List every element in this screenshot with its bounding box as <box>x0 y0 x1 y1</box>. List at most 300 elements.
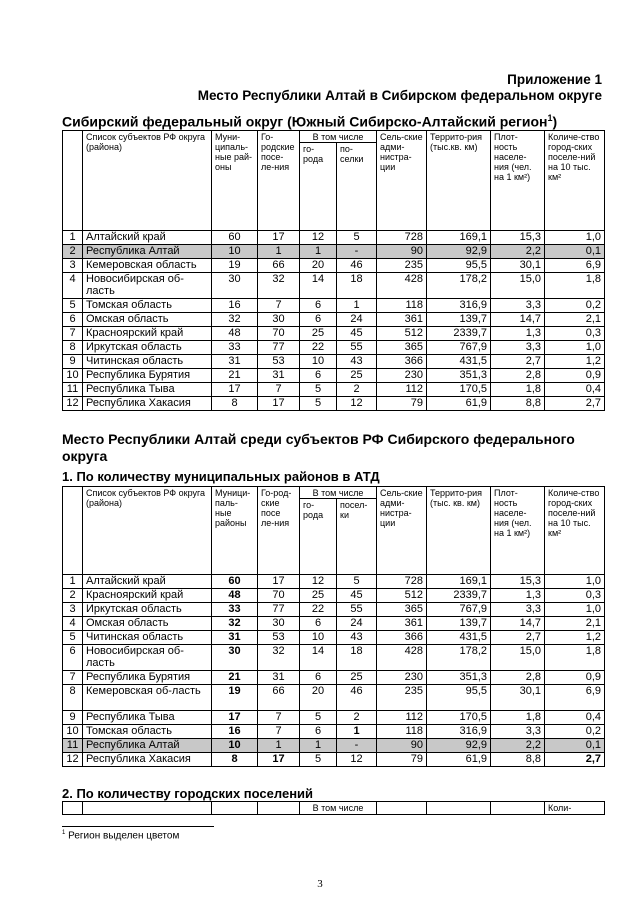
cell-value: 361 <box>377 617 427 631</box>
cell-value: 767,9 <box>427 603 491 617</box>
table-row <box>63 259 605 273</box>
cell-value: 2,1 <box>545 617 605 631</box>
table-row <box>63 617 605 631</box>
table-row <box>63 369 605 383</box>
col-num <box>63 131 83 231</box>
table-row <box>63 355 605 369</box>
cell-value: 18 <box>337 273 377 299</box>
cell-value: 31 <box>212 631 258 645</box>
appendix-heading <box>198 72 602 104</box>
row-number: 2 <box>63 589 83 603</box>
cell-value: 31 <box>258 671 300 685</box>
cell-value: 0,3 <box>545 589 605 603</box>
cell-value: 118 <box>377 725 427 739</box>
table-row <box>63 685 605 711</box>
cell-value: 2,1 <box>545 313 605 327</box>
cell-value: 10 <box>212 739 258 753</box>
cell-value: 2 <box>337 383 377 397</box>
col-area: Террито-рия (тыс. кв. км) <box>427 487 491 575</box>
cell-value: 25 <box>337 369 377 383</box>
cell-value: 2339,7 <box>427 589 491 603</box>
cell-value: 428 <box>377 645 427 671</box>
cell-value: 30 <box>258 313 300 327</box>
row-number: 5 <box>63 631 83 645</box>
cell-value: 14,7 <box>491 617 545 631</box>
cell-value: 12 <box>300 575 337 589</box>
cell-value: 1,2 <box>545 631 605 645</box>
cell-value: 25 <box>300 327 337 341</box>
cell-value: 1,2 <box>545 355 605 369</box>
row-number: 6 <box>63 313 83 327</box>
row-number: 7 <box>63 327 83 341</box>
cell-value: 7 <box>258 299 300 313</box>
cell-value: 24 <box>337 617 377 631</box>
col-density: Плот-ность населе-ния (чел. на 1 км²) <box>491 487 545 575</box>
cell-value: 178,2 <box>427 645 491 671</box>
cell-value: 316,9 <box>427 725 491 739</box>
cell-value: 8 <box>212 397 258 411</box>
row-number: 8 <box>63 341 83 355</box>
subject-name: Читинская область <box>83 631 212 645</box>
cell-value: 316,9 <box>427 299 491 313</box>
cell-value: 0,4 <box>545 383 605 397</box>
row-number: 12 <box>63 397 83 411</box>
cell-value: 66 <box>258 259 300 273</box>
col-including: В том числе <box>300 487 377 499</box>
cell-value: 0,1 <box>545 245 605 259</box>
cell-value: 351,3 <box>427 369 491 383</box>
subject-name: Республика Хакасия <box>83 397 212 411</box>
cell-value: 6 <box>300 369 337 383</box>
cell-value: 24 <box>337 313 377 327</box>
table-row <box>63 273 605 299</box>
cell-value: 30,1 <box>491 685 545 711</box>
cell-value: 169,1 <box>427 575 491 589</box>
cell-value: 33 <box>212 603 258 617</box>
cell-value: 1,3 <box>491 327 545 341</box>
cell-value: 45 <box>337 589 377 603</box>
subject-name: Томская область <box>83 299 212 313</box>
subject-name: Красноярский край <box>83 589 212 603</box>
cell-value: 53 <box>258 631 300 645</box>
cell-value: 25 <box>337 671 377 685</box>
cell-value: 10 <box>300 631 337 645</box>
cell-value: 1,0 <box>545 231 605 245</box>
cell-value: 8,8 <box>491 753 545 767</box>
cell-value: 43 <box>337 631 377 645</box>
cell-value: 0,1 <box>545 739 605 753</box>
cell-value: 3,3 <box>491 603 545 617</box>
col-cities: го-рода <box>300 143 337 231</box>
table-row <box>63 575 605 589</box>
cell-value: 1 <box>337 725 377 739</box>
cell-value: 33 <box>212 341 258 355</box>
cell-value: 0,4 <box>545 711 605 725</box>
cell-value: 46 <box>337 685 377 711</box>
cell-value: 12 <box>300 231 337 245</box>
table-row <box>63 397 605 411</box>
subject-name: Алтайский край <box>83 231 212 245</box>
row-number: 10 <box>63 725 83 739</box>
cell-value: 7 <box>258 725 300 739</box>
col-urban-count: Количе-ство город-ских поселе-ний на 10 тыс. км² <box>545 487 605 575</box>
cell-value: 17 <box>212 711 258 725</box>
cell-value: 10 <box>300 355 337 369</box>
cell-value: 3,3 <box>491 725 545 739</box>
cell-value: 15,0 <box>491 645 545 671</box>
col-rural: Сель-ские адми-нистра-ции <box>377 131 427 231</box>
col-including: В том числе <box>300 802 377 815</box>
cell-value: 6 <box>300 725 337 739</box>
row-number: 1 <box>63 575 83 589</box>
col-urban: Го-родские посе-ле-ния <box>258 131 300 231</box>
cell-value: 79 <box>377 397 427 411</box>
cell-value: 2 <box>337 711 377 725</box>
footnote: $^1$ Регион выделен цветом <box>62 830 180 842</box>
cell-value: 32 <box>258 273 300 299</box>
ranking-table <box>62 486 605 767</box>
cell-value: 22 <box>300 341 337 355</box>
cell-value: 16 <box>212 725 258 739</box>
cell-value: 22 <box>300 603 337 617</box>
table-row <box>63 725 605 739</box>
cell-value: 361 <box>377 313 427 327</box>
col-towns: по-селки <box>337 143 377 231</box>
cell-value: 61,9 <box>427 753 491 767</box>
cell-value: 2,8 <box>491 369 545 383</box>
col-municipal: Муници-паль-ные районы <box>212 487 258 575</box>
cell-value: 8 <box>212 753 258 767</box>
cell-value: 728 <box>377 231 427 245</box>
cell-value: 0,2 <box>545 725 605 739</box>
cell-value: 48 <box>212 589 258 603</box>
section2a-title: 1. По количеству муниципальных районов в АТД <box>62 469 380 484</box>
district-table <box>62 130 605 411</box>
cell-value: 30 <box>212 273 258 299</box>
row-number: 2 <box>63 245 83 259</box>
subject-name: Кемеровская область <box>83 259 212 273</box>
cell-value: 12 <box>337 753 377 767</box>
cell-value: 30 <box>258 617 300 631</box>
cell-value: 14 <box>300 645 337 671</box>
page-number: 3 <box>317 878 323 890</box>
cell-value: 366 <box>377 355 427 369</box>
cell-value: 0,9 <box>545 671 605 685</box>
cell-value: 235 <box>377 685 427 711</box>
urban-settlements-table-header <box>62 801 605 815</box>
col-municipal: Муни-ципаль-ные рай-оны <box>212 131 258 231</box>
row-number: 11 <box>63 383 83 397</box>
row-number: 4 <box>63 617 83 631</box>
appendix-title: Место Республики Алтай в Сибирском федеральном округе <box>197 88 602 103</box>
cell-value: 8,8 <box>491 397 545 411</box>
subject-name: Республика Бурятия <box>83 369 212 383</box>
cell-value: 139,7 <box>427 313 491 327</box>
subject-name: Алтайский край <box>83 575 212 589</box>
cell-value: 6 <box>300 313 337 327</box>
cell-value: 6 <box>300 617 337 631</box>
cell-value: 70 <box>258 327 300 341</box>
cell-value: 365 <box>377 341 427 355</box>
cell-value: 178,2 <box>427 273 491 299</box>
cell-value: 32 <box>258 645 300 671</box>
cell-value: 66 <box>258 685 300 711</box>
cell-value: 169,1 <box>427 231 491 245</box>
subject-name: Томская область <box>83 725 212 739</box>
cell-value: 2,7 <box>545 397 605 411</box>
cell-value: 32 <box>212 313 258 327</box>
cell-value: 18 <box>337 645 377 671</box>
cell-value: 365 <box>377 603 427 617</box>
subject-name: Республика Тыва <box>83 383 212 397</box>
cell-value: 19 <box>212 259 258 273</box>
subject-name: Омская область <box>83 617 212 631</box>
table-row <box>63 231 605 245</box>
cell-value: 30,1 <box>491 259 545 273</box>
cell-value: 70 <box>258 589 300 603</box>
cell-value: 17 <box>258 397 300 411</box>
cell-value: 2,7 <box>545 753 605 767</box>
cell-value: 512 <box>377 589 427 603</box>
cell-value: 5 <box>337 231 377 245</box>
cell-value: 16 <box>212 299 258 313</box>
col-num <box>63 487 83 575</box>
cell-value: 21 <box>212 671 258 685</box>
cell-value: 53 <box>258 355 300 369</box>
row-number: 1 <box>63 231 83 245</box>
cell-value: 431,5 <box>427 631 491 645</box>
subject-name: Иркутская область <box>83 603 212 617</box>
table-row <box>63 245 605 259</box>
cell-value: 230 <box>377 671 427 685</box>
table-row <box>63 589 605 603</box>
col-urban-count: Количе-ство город-ских поселе-ний на 10 тыс. км² <box>545 131 605 231</box>
cell-value: 90 <box>377 739 427 753</box>
cell-value: 112 <box>377 383 427 397</box>
row-number: 9 <box>63 711 83 725</box>
cell-value: 5 <box>300 397 337 411</box>
table-row <box>63 671 605 685</box>
cell-value: 1,8 <box>545 273 605 299</box>
cell-value: 1 <box>258 245 300 259</box>
cell-value: 170,5 <box>427 711 491 725</box>
row-number: 3 <box>63 259 83 273</box>
cell-value: 60 <box>212 575 258 589</box>
col-including: В том числе <box>300 131 377 143</box>
table-row <box>63 603 605 617</box>
cell-value: 0,2 <box>545 299 605 313</box>
cell-value: 6 <box>300 671 337 685</box>
cell-value: 2,2 <box>491 245 545 259</box>
cell-value: 7 <box>258 383 300 397</box>
subject-name: Читинская область <box>83 355 212 369</box>
cell-value: 2,7 <box>491 631 545 645</box>
cell-value: 767,9 <box>427 341 491 355</box>
cell-value: 14 <box>300 273 337 299</box>
cell-value: 20 <box>300 259 337 273</box>
cell-value: 90 <box>377 245 427 259</box>
cell-value: 1 <box>258 739 300 753</box>
section1-title: Сибирский федеральный округ (Южный Сибирско-Алтайский регион$^1$) <box>62 113 558 130</box>
cell-value: 1,0 <box>545 341 605 355</box>
table-row <box>63 645 605 671</box>
col-area: Террито-рия (тыс.кв. км) <box>427 131 491 231</box>
cell-value: 5 <box>300 711 337 725</box>
cell-value: 92,9 <box>427 245 491 259</box>
cell-value: 6,9 <box>545 685 605 711</box>
cell-value: 45 <box>337 327 377 341</box>
row-number: 7 <box>63 671 83 685</box>
cell-value: 55 <box>337 603 377 617</box>
table-row <box>63 383 605 397</box>
cell-value: 10 <box>212 245 258 259</box>
subject-name: Омская область <box>83 313 212 327</box>
cell-value: 1,0 <box>545 575 605 589</box>
table-row <box>63 631 605 645</box>
cell-value: 31 <box>258 369 300 383</box>
row-number: 8 <box>63 685 83 711</box>
cell-value: 6 <box>300 299 337 313</box>
col-subject: Список субъектов РФ округа (района) <box>83 131 212 231</box>
subject-name: Иркутская область <box>83 341 212 355</box>
cell-value: 139,7 <box>427 617 491 631</box>
table-row <box>63 313 605 327</box>
row-number: 11 <box>63 739 83 753</box>
cell-value: 0,9 <box>545 369 605 383</box>
col-cities: го-рода <box>300 499 337 575</box>
cell-value: 14,7 <box>491 313 545 327</box>
cell-value: 25 <box>300 589 337 603</box>
cell-value: 12 <box>337 397 377 411</box>
cell-value: 2339,7 <box>427 327 491 341</box>
subject-name: Республика Бурятия <box>83 671 212 685</box>
cell-value: 15,0 <box>491 273 545 299</box>
cell-value: 17 <box>258 231 300 245</box>
cell-value: 31 <box>212 355 258 369</box>
subject-name: Республика Тыва <box>83 711 212 725</box>
col-urban: Го-род-ские посе ле-ния <box>258 487 300 575</box>
col-towns: посел-ки <box>337 499 377 575</box>
cell-value: 95,5 <box>427 685 491 711</box>
cell-value: 19 <box>212 685 258 711</box>
cell-value: 5 <box>300 753 337 767</box>
subject-name: Новосибирская об-ласть <box>83 645 212 671</box>
row-number: 5 <box>63 299 83 313</box>
cell-value: 235 <box>377 259 427 273</box>
cell-value: 112 <box>377 711 427 725</box>
cell-value: 7 <box>258 711 300 725</box>
cell-value: 118 <box>377 299 427 313</box>
section2b-title: 2. По количеству городских поселений <box>62 786 314 801</box>
table-row <box>63 739 605 753</box>
cell-value: 6,9 <box>545 259 605 273</box>
col-rural: Сель-ские адми-нистра-ции <box>377 487 427 575</box>
footnote-separator <box>62 826 214 827</box>
cell-value: 79 <box>377 753 427 767</box>
cell-value: 5 <box>337 575 377 589</box>
cell-value: 728 <box>377 575 427 589</box>
table-row <box>63 327 605 341</box>
cell-value: 46 <box>337 259 377 273</box>
col-density: Плот-ность населе-ния (чел. на 1 км²) <box>491 131 545 231</box>
cell-value: 95,5 <box>427 259 491 273</box>
cell-value: - <box>337 245 377 259</box>
cell-value: 15,3 <box>491 231 545 245</box>
row-number: 12 <box>63 753 83 767</box>
cell-value: 48 <box>212 327 258 341</box>
cell-value: 43 <box>337 355 377 369</box>
section2-title: Место Республики Алтай среди субъектов РФ Сибирского федерального округа <box>62 431 575 464</box>
cell-value: 512 <box>377 327 427 341</box>
subject-name: Республика Алтай <box>83 739 212 753</box>
cell-value: - <box>337 739 377 753</box>
cell-value: 170,5 <box>427 383 491 397</box>
cell-value: 2,7 <box>491 355 545 369</box>
subject-name: Кемеровская об-ласть <box>83 685 212 711</box>
cell-value: 17 <box>212 383 258 397</box>
subject-name: Республика Алтай <box>83 245 212 259</box>
cell-value: 431,5 <box>427 355 491 369</box>
cell-value: 1,8 <box>491 383 545 397</box>
cell-value: 3,3 <box>491 341 545 355</box>
cell-value: 2,2 <box>491 739 545 753</box>
table-row <box>63 299 605 313</box>
cell-value: 230 <box>377 369 427 383</box>
row-number: 3 <box>63 603 83 617</box>
cell-value: 17 <box>258 575 300 589</box>
cell-value: 32 <box>212 617 258 631</box>
cell-value: 15,3 <box>491 575 545 589</box>
table-row <box>63 341 605 355</box>
cell-value: 0,3 <box>545 327 605 341</box>
col-subject: Список субъектов РФ округа (района) <box>83 487 212 575</box>
cell-value: 1,3 <box>491 589 545 603</box>
cell-value: 21 <box>212 369 258 383</box>
cell-value: 30 <box>212 645 258 671</box>
table-row <box>63 711 605 725</box>
cell-value: 1 <box>337 299 377 313</box>
cell-value: 60 <box>212 231 258 245</box>
cell-value: 61,9 <box>427 397 491 411</box>
cell-value: 366 <box>377 631 427 645</box>
cell-value: 5 <box>300 383 337 397</box>
row-number: 6 <box>63 645 83 671</box>
row-number: 9 <box>63 355 83 369</box>
cell-value: 77 <box>258 603 300 617</box>
cell-value: 1,0 <box>545 603 605 617</box>
cell-value: 1,8 <box>491 711 545 725</box>
subject-name: Республика Хакасия <box>83 753 212 767</box>
cell-value: 17 <box>258 753 300 767</box>
cell-value: 77 <box>258 341 300 355</box>
cell-value: 428 <box>377 273 427 299</box>
cell-value: 92,9 <box>427 739 491 753</box>
col-count: Коли- <box>545 802 605 815</box>
cell-value: 1 <box>300 245 337 259</box>
cell-value: 351,3 <box>427 671 491 685</box>
subject-name: Новосибирская об-ласть <box>83 273 212 299</box>
cell-value: 1 <box>300 739 337 753</box>
row-number: 4 <box>63 273 83 299</box>
subject-name: Красноярский край <box>83 327 212 341</box>
cell-value: 20 <box>300 685 337 711</box>
row-number: 10 <box>63 369 83 383</box>
appendix-number: Приложение 1 <box>507 72 602 87</box>
cell-value: 55 <box>337 341 377 355</box>
table-row <box>63 753 605 767</box>
cell-value: 3,3 <box>491 299 545 313</box>
cell-value: 2,8 <box>491 671 545 685</box>
